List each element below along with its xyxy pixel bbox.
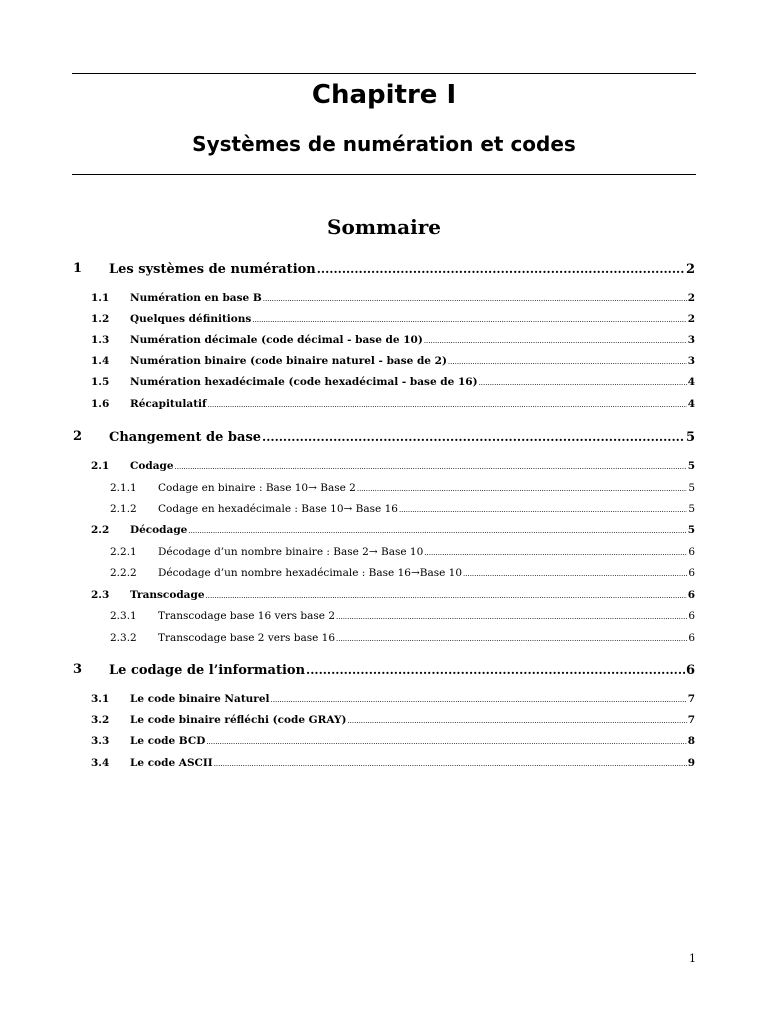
toc-entry-title: Décodage d’un nombre hexadécimale : Base 16→Base 10 <box>158 567 463 579</box>
toc-entry-title: Le codage de l’information <box>109 663 306 678</box>
toc-entry-title: Le code BCD <box>130 735 206 747</box>
chapter-number: Chapitre I <box>311 80 457 110</box>
dot-leader <box>206 735 686 750</box>
dot-leader <box>317 260 685 278</box>
page-number: 1 <box>689 952 696 965</box>
toc-entry-title: Numération décimale (code décimal - base de 10) <box>130 334 423 346</box>
toc-entry[interactable] <box>0 523 768 538</box>
toc-entry-title: Récapitulatif <box>130 398 207 410</box>
toc-entry-page: 5 <box>688 482 695 494</box>
toc-entry-title: Quelques définitions <box>130 313 252 325</box>
dot-leader <box>271 693 687 708</box>
toc-entry-page: 7 <box>687 693 695 705</box>
chapter-title: Systèmes de numération et codes <box>192 132 576 156</box>
toc-heading: Sommaire <box>327 215 441 239</box>
toc-entry[interactable] <box>0 545 768 560</box>
toc-entry-number: 2 <box>73 429 83 444</box>
dot-leader <box>252 313 686 328</box>
toc-entry-page: 6 <box>688 632 695 644</box>
toc-entry-number: 3.3 <box>91 735 110 747</box>
toc-entry[interactable] <box>0 502 768 517</box>
toc-entry-title: Numération en base B <box>130 292 262 304</box>
toc-entry[interactable] <box>0 661 768 679</box>
toc-entry-page: 6 <box>688 610 695 622</box>
toc-entry-number: 1.3 <box>91 334 110 346</box>
dot-leader <box>188 524 686 539</box>
toc-entry-number: 2.3.1 <box>110 610 137 622</box>
toc-entry-page: 5 <box>687 524 695 536</box>
toc-entry-number: 2.1.1 <box>110 482 137 494</box>
toc-entry-page: 6 <box>687 589 695 601</box>
toc-entry-title: Transcodage base 16 vers base 2 <box>158 610 336 622</box>
toc-entry-number: 2.1.2 <box>110 503 137 515</box>
toc-entry-page: 6 <box>685 663 695 678</box>
dot-leader <box>214 757 687 772</box>
toc-entry-title: Le code binaire réfléchi (code GRAY) <box>130 714 347 726</box>
dot-leader <box>336 632 687 647</box>
toc-entry-page: 9 <box>687 757 695 769</box>
toc-entry-number: 2.3 <box>91 589 110 601</box>
dot-leader <box>208 398 687 413</box>
toc-entry-number: 2.2.2 <box>110 567 137 579</box>
toc-entry-title: Transcodage base 2 vers base 16 <box>158 632 336 644</box>
toc-entry-number: 1.2 <box>91 313 110 325</box>
toc-entry-page: 5 <box>688 503 695 515</box>
toc-entry-title: Codage en hexadécimale : Base 10→ Base 16 <box>158 503 398 515</box>
toc-entry-page: 5 <box>687 460 695 472</box>
dot-leader <box>175 460 687 475</box>
toc-entry[interactable] <box>0 566 768 581</box>
dot-leader <box>479 376 687 391</box>
toc-entry[interactable] <box>0 481 768 496</box>
toc-entry-number: 3.1 <box>91 693 110 705</box>
toc-entry-title: Décodage d’un nombre binaire : Base 2→ Base 10 <box>158 546 424 558</box>
toc-entry[interactable] <box>0 692 768 707</box>
toc-entry-title: Numération hexadécimale (code hexadécimal - base de 16) <box>130 376 478 388</box>
toc-entry-title: Les systèmes de numération <box>109 262 316 277</box>
toc-entry-title: Le code binaire Naturel <box>130 693 270 705</box>
toc-entry-page: 7 <box>687 714 695 726</box>
toc-entry[interactable] <box>0 428 768 446</box>
toc-entry-number: 2.1 <box>91 460 110 472</box>
toc-entry-page: 6 <box>688 567 695 579</box>
toc-entry-title: Transcodage <box>130 589 205 601</box>
toc-entry-page: 3 <box>687 334 695 346</box>
toc-entry[interactable] <box>0 260 768 278</box>
toc-entry-title: Codage en binaire : Base 10→ Base 2 <box>158 482 356 494</box>
toc-entry-number: 3 <box>73 662 83 677</box>
toc-entry[interactable] <box>0 734 768 749</box>
toc-entry-number: 1 <box>73 261 83 276</box>
toc-entry-page: 4 <box>687 376 695 388</box>
toc-entry-number: 3.4 <box>91 757 110 769</box>
toc-entry[interactable] <box>0 375 768 390</box>
toc-entry[interactable] <box>0 397 768 412</box>
toc-entry[interactable] <box>0 756 768 771</box>
toc-entry-title: Le code ASCII <box>130 757 213 769</box>
toc-entry[interactable] <box>0 713 768 728</box>
dot-leader <box>263 292 687 307</box>
toc-entry-title: Décodage <box>130 524 188 536</box>
toc-entry[interactable] <box>0 459 768 474</box>
dot-leader <box>357 482 687 497</box>
dot-leader <box>424 334 687 349</box>
dot-leader <box>463 567 687 582</box>
toc-entry-page: 2 <box>685 262 695 277</box>
dot-leader <box>262 428 685 446</box>
toc-entry-page: 2 <box>687 313 695 325</box>
toc-entry-number: 2.2.1 <box>110 546 137 558</box>
toc-entry-number: 1.1 <box>91 292 110 304</box>
dot-leader <box>399 503 687 518</box>
toc-entry[interactable] <box>0 631 768 646</box>
toc-entry-number: 1.4 <box>91 355 110 367</box>
dot-leader <box>336 610 687 625</box>
toc-entry[interactable] <box>0 609 768 624</box>
dot-leader <box>448 355 687 370</box>
toc-entry-number: 3.2 <box>91 714 110 726</box>
toc-entry-page: 5 <box>685 430 695 445</box>
toc-entry-number: 1.6 <box>91 398 110 410</box>
toc-entry-page: 2 <box>687 292 695 304</box>
toc-entry[interactable] <box>0 291 768 306</box>
toc-entry[interactable] <box>0 312 768 327</box>
dot-leader <box>306 661 685 679</box>
toc-entry-page: 4 <box>687 398 695 410</box>
dot-leader <box>206 589 687 604</box>
toc-entry-page: 3 <box>687 355 695 367</box>
toc-entry-number: 2.3.2 <box>110 632 137 644</box>
toc-entry-title: Changement de base <box>109 430 262 445</box>
dot-leader <box>347 714 686 729</box>
toc-entry-title: Codage <box>130 460 174 472</box>
toc-entry-number: 2.2 <box>91 524 110 536</box>
toc-entry-page: 8 <box>687 735 695 747</box>
toc-entry-title: Numération binaire (code binaire naturel - base de 2) <box>130 355 447 367</box>
toc-entry[interactable] <box>0 354 768 369</box>
toc-entry[interactable] <box>0 588 768 603</box>
toc-entry[interactable] <box>0 333 768 348</box>
dot-leader <box>424 546 687 561</box>
toc-entry-number: 1.5 <box>91 376 110 388</box>
toc-entry-page: 6 <box>688 546 695 558</box>
